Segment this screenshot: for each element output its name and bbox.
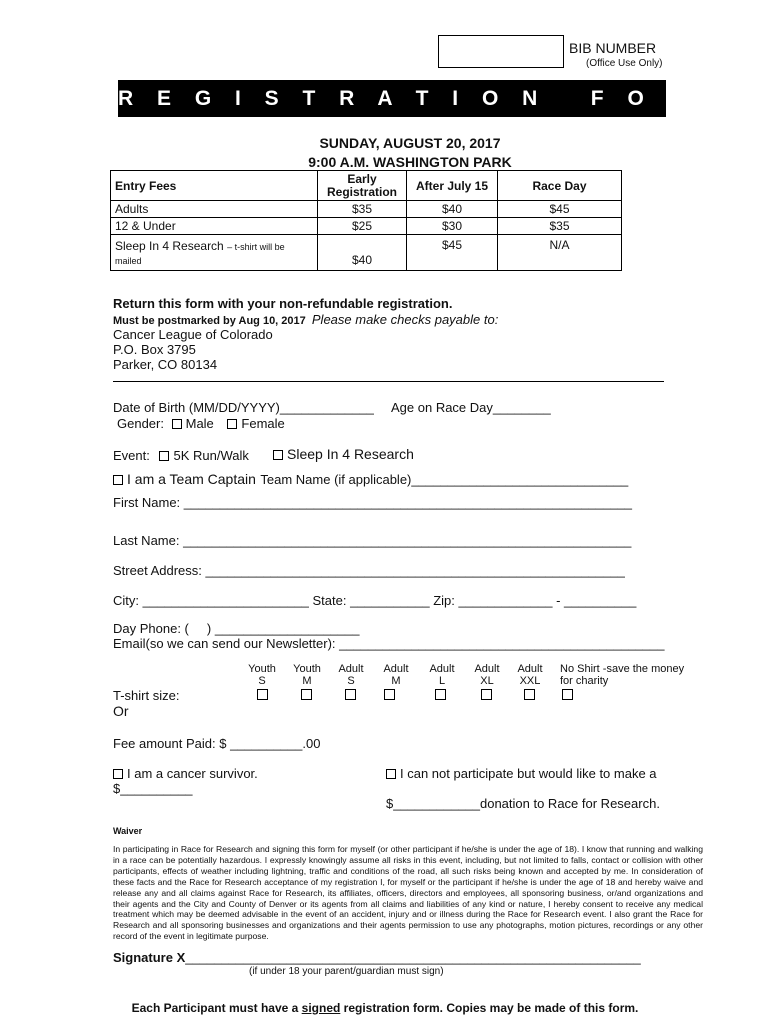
no-shirt-option xyxy=(560,663,684,687)
youth-s-checkbox[interactable] xyxy=(257,689,268,700)
survivor-label: I am a cancer survivor. xyxy=(127,766,258,781)
adult-xl-checkbox[interactable] xyxy=(481,689,492,700)
fee-header-early: Early Registration xyxy=(318,171,407,201)
dob-field[interactable]: Date of Birth (MM/DD/YYYY)_____________ xyxy=(113,400,374,415)
size-line: Adult xyxy=(338,663,364,675)
size-adult-xxl xyxy=(505,663,555,687)
adult-xxl-checkbox[interactable] xyxy=(524,689,535,700)
size-line: Adult xyxy=(429,663,455,675)
size-line: Youth xyxy=(248,663,276,675)
fee-cell: $45 xyxy=(407,235,498,271)
size-youth-s xyxy=(237,663,287,687)
address-line: Cancer League of Colorado xyxy=(113,327,273,342)
size-line: L xyxy=(438,675,446,687)
fee-cell: $30 xyxy=(407,218,498,235)
sleep-event xyxy=(273,446,414,462)
no-shirt-label: No Shirt -save the money xyxy=(560,663,685,675)
last-name-field[interactable]: Last Name: ______________________________________________________________ xyxy=(113,533,632,548)
team-captain-checkbox[interactable] xyxy=(113,475,123,485)
waiver-text: In participating in Race for Research and signing this form for myself (or other participant if he/she is under the age of 18). I know that running and walking in a race can be potentially hazardous. I expressly knowingly assume all risks in this event, including, but not limited to falls, contact or collision with other participants, effects of weather including lightning, traffic and conditions of the road, all such risks being known and accepted by me. In consideration of these facts and the Race for Research acceptance of my registration I, for myself or the participant if he/she is under the age of 18 and hereby waive and release any and all claims against Race for Research, its affiliates, officers, directors and employees, all sponsoring business, or/and organizations and their agents and the City and County of Denver or its agents from all claims and liabilities of any kind or nature, I hereby consent to receive any medical treatment which may be deemed advisable in the event of an accident, injury and or illness during the Race for Research event. I also grant the Race for Research and all sponsoring businesses and organizations and their agents permission to use any photographs, motion pictures, recordings or any other record of the event in legitimate purpose. xyxy=(113,844,703,942)
donate-option xyxy=(386,766,657,781)
event-time-place: 9:00 A.M. WASHINGTON PARK xyxy=(308,154,512,170)
survivor-option xyxy=(113,766,258,781)
table-row xyxy=(111,201,622,218)
male-label: Male xyxy=(185,416,214,431)
tshirt-or-label: Or xyxy=(113,703,129,719)
size-line: Adult xyxy=(383,663,409,675)
size-line: M xyxy=(302,675,312,687)
fee-header-entry: Entry Fees xyxy=(111,171,318,201)
youth-m-checkbox[interactable] xyxy=(301,689,312,700)
table-row xyxy=(111,235,622,271)
fee-cell: $45 xyxy=(498,201,622,218)
address-line: P.O. Box 3795 xyxy=(113,342,196,357)
address-line: Parker, CO 80134 xyxy=(113,357,218,372)
table-row xyxy=(111,218,622,235)
fee-cell: $35 xyxy=(318,201,407,218)
gender-row xyxy=(117,416,285,431)
fee-paid-field[interactable]: Fee amount Paid: $ __________.00 xyxy=(113,736,321,751)
no-shirt-checkbox[interactable] xyxy=(562,689,573,700)
captain-row xyxy=(113,471,628,489)
form-title: R E G I S T R A T I O N F O R M xyxy=(118,87,734,110)
adult-l-checkbox[interactable] xyxy=(435,689,446,700)
size-line: Youth xyxy=(293,663,321,675)
fee-table-header xyxy=(111,171,622,201)
signature-line[interactable]: _______________________________________________________________ xyxy=(185,950,641,965)
signature-row xyxy=(113,950,641,965)
adult-s-checkbox[interactable] xyxy=(345,689,356,700)
donate-checkbox[interactable] xyxy=(386,769,396,779)
signature-note: (if under 18 your parent/guardian must sign) xyxy=(249,966,444,977)
form-title-banner xyxy=(118,80,734,117)
no-shirt-note: for charity xyxy=(560,675,609,687)
fee-cell: N/A xyxy=(498,235,622,271)
city-state-zip-field[interactable]: City: _______________________ State: ___________ Zip: _____________ - __________ xyxy=(113,593,637,608)
fee-header-raceday: Race Day xyxy=(498,171,622,201)
size-line: Adult xyxy=(474,663,500,675)
run-walk-label: 5K Run/Walk xyxy=(173,448,249,463)
size-line: Adult xyxy=(517,663,543,675)
fee-cell-sleep xyxy=(111,235,318,271)
size-line: M xyxy=(391,675,401,687)
size-line: S xyxy=(347,675,355,687)
sleep-label: Sleep In 4 Research xyxy=(115,238,224,253)
size-adult-m xyxy=(371,663,421,687)
sleep-event-label: Sleep In 4 Research xyxy=(287,446,414,462)
team-name-field[interactable]: Team Name (if applicable)______________________________ xyxy=(260,472,629,487)
run-walk-checkbox[interactable] xyxy=(159,451,169,461)
size-line: XXL xyxy=(519,675,541,687)
event-label: Event: xyxy=(113,448,150,463)
postmark-line xyxy=(113,312,498,327)
gender-label: Gender: xyxy=(117,416,164,431)
event-row xyxy=(113,448,249,463)
size-youth-m xyxy=(282,663,332,687)
footer-signed: signed xyxy=(301,1001,341,1015)
postmark-deadline: Must be postmarked by Aug 10, 2017 xyxy=(113,315,306,327)
donate-label: I can not participate but would like to make a xyxy=(400,766,657,781)
bib-office-note: (Office Use Only) xyxy=(586,58,663,69)
size-line: XL xyxy=(480,675,494,687)
divider xyxy=(113,381,664,382)
male-checkbox[interactable] xyxy=(172,419,182,429)
size-line: S xyxy=(258,675,266,687)
size-adult-s xyxy=(326,663,376,687)
fee-cell: 12 & Under xyxy=(111,218,318,235)
bib-number-label: BIB NUMBER xyxy=(569,40,657,56)
signature-label: Signature X xyxy=(113,950,186,965)
donation-amount-field[interactable]: $____________donation to Race for Research. xyxy=(386,796,660,811)
email-field[interactable]: Email(so we can send our Newsletter): _____________________________________________ xyxy=(113,636,665,651)
phone-field[interactable]: Day Phone: ( ) ____________________ xyxy=(113,621,360,636)
return-heading: Return this form with your non-refundable registration. xyxy=(113,296,453,311)
event-date: SUNDAY, AUGUST 20, 2017 xyxy=(319,135,501,151)
checks-payable: Please make checks payable to: xyxy=(311,312,499,327)
waiver-title: Waiver xyxy=(113,826,143,836)
street-field[interactable]: Street Address: __________________________________________________________ xyxy=(113,563,625,578)
fee-cell: $25 xyxy=(318,218,407,235)
adult-m-checkbox[interactable] xyxy=(384,689,395,700)
tshirt-size-label: T-shirt size: xyxy=(113,688,180,703)
survivor-amount-field[interactable]: $__________ xyxy=(113,781,193,796)
survivor-checkbox[interactable] xyxy=(113,769,123,779)
size-adult-l xyxy=(417,663,467,687)
fee-header-after: After July 15 xyxy=(407,171,498,201)
footer-note xyxy=(60,1001,710,1015)
footer-pre: Each Participant must have a xyxy=(131,1001,302,1015)
female-label: Female xyxy=(241,416,285,431)
bib-number-box[interactable] xyxy=(438,35,564,68)
fee-table xyxy=(110,170,622,271)
fee-cell: $35 xyxy=(498,218,622,235)
footer-post: registration form. Copies may be made of this form. xyxy=(340,1001,639,1015)
age-field[interactable]: Age on Race Day________ xyxy=(391,400,551,415)
team-captain-label: I am a Team Captain xyxy=(127,471,256,487)
sleep-checkbox[interactable] xyxy=(273,450,283,460)
fee-cell: $40 xyxy=(318,235,407,271)
sleep-note: – t-shirt will be mailed xyxy=(115,241,285,266)
female-checkbox[interactable] xyxy=(227,419,237,429)
fee-cell: Adults xyxy=(111,201,318,218)
first-name-field[interactable]: First Name: ______________________________________________________________ xyxy=(113,495,633,510)
mailing-address xyxy=(113,327,273,372)
fee-cell: $40 xyxy=(407,201,498,218)
